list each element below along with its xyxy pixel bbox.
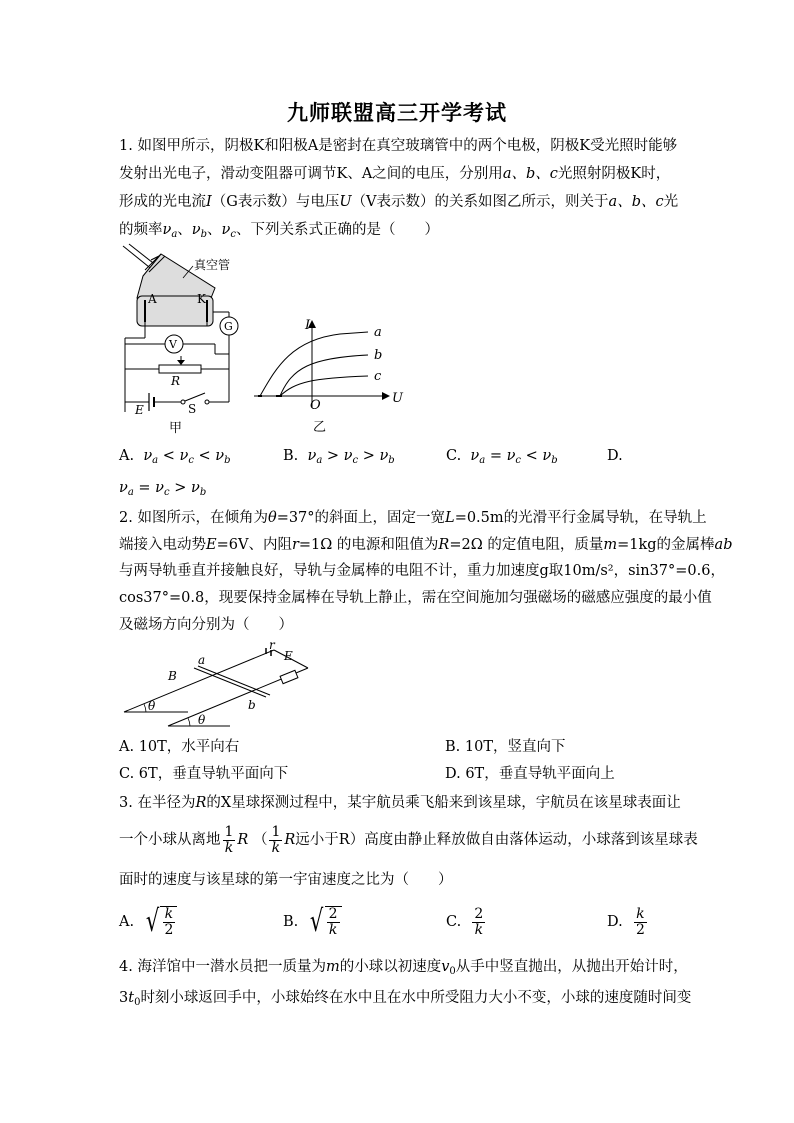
q2-line-5: 及磁场方向分别为（ ）	[119, 617, 293, 633]
curve-b-label: b	[374, 348, 383, 363]
q1-option-c: C. $\nu_a = \nu_c < \nu_b$	[446, 448, 558, 466]
caption-yi: 乙	[313, 420, 327, 435]
q1-figure-jia	[115, 242, 265, 434]
q1-figure-yi	[250, 310, 405, 435]
q3-line-2: 一个小球从离地 $\frac{1}{k}$ R （ $\frac{1}{k}$ R远小于R）高度由静止释放做自由落体运动，小球落到该星球表	[119, 823, 698, 856]
q3-option-b: B. √ $\frac{2}{k}$	[283, 902, 342, 942]
q1-option-a: A. $\nu_a < \nu_c < \nu_b$	[119, 448, 231, 466]
label-K: K	[197, 292, 206, 306]
q2-figure	[118, 640, 308, 730]
q2-option-c: C. 6T，垂直导轨平面向下	[119, 766, 289, 782]
label-tube: 真空管	[194, 258, 231, 272]
q3-line-1: 3. 在半径为R的X星球探测过程中，某宇航员乘飞船来到该星球，宇航员在该星球表面让	[119, 795, 681, 811]
label-r: r	[269, 638, 275, 652]
label-E: E	[135, 403, 144, 417]
curve-c-label: c	[374, 369, 382, 384]
q2-option-a: A. 10T，水平向右	[119, 739, 240, 755]
q1-option-d: $\nu_a = \nu_c > \nu_b$	[119, 480, 207, 498]
q1-option-d-label: D.	[607, 448, 623, 464]
q1-line-2: 发射出光电子，滑动变阻器可调节K、A之间的电压，分别用a、b、c光照射阴极K时，	[119, 166, 671, 182]
label-B: B	[168, 669, 177, 683]
label-G: G	[224, 320, 233, 333]
theta-1: θ	[148, 699, 156, 713]
origin-O: O	[310, 398, 321, 413]
q2-option-b: B. 10T，竖直向下	[445, 739, 566, 755]
label-S: S	[188, 402, 197, 416]
label-b: b	[248, 698, 256, 712]
q1-line-3: 形成的光电流I（G表示数）与电压U（V表示数）的关系如图乙所示，则关于a、b、c光	[119, 194, 679, 210]
caption-jia: 甲	[169, 421, 183, 436]
q1-option-b: B. $\nu_a > \nu_c > \nu_b$	[283, 448, 395, 466]
q2-option-d: D. 6T，垂直导轨平面向上	[445, 766, 615, 782]
q2-line-3: 与两导轨垂直并接触良好，导轨与金属棒的电阻不计，重力加速度g取10m/s²，sin37°=0.6，	[119, 563, 725, 579]
label-E: E	[284, 649, 293, 663]
q4-line-1: 4. 海洋馆中一潜水员把一质量为m的小球以初速度$v_0$从手中竖直抛出，从抛出开始计时，	[119, 959, 688, 977]
q2-line-4: cos37°=0.8，现要保持金属棒在导轨上静止，需在空间施加匀强磁场的磁感应强度的最小值	[119, 590, 712, 606]
curve-a-label: a	[374, 325, 382, 340]
label-A: A	[148, 292, 157, 306]
axis-I: I	[305, 318, 311, 333]
label-V: V	[169, 338, 177, 351]
q1-line-4: 的频率$\nu_a$、$\nu_b$、$\nu_c$、下列关系式正确的是（ ）	[119, 222, 439, 240]
q3-line-3: 面时的速度与该星球的第一宇宙速度之比为（ ）	[119, 872, 453, 888]
q3-option-c: C. $\frac{2}{k}$	[446, 905, 484, 938]
q3-option-a: A. √ $\frac{k}{2}$	[119, 902, 177, 942]
q2-line-2: 端接入电动势E=6V、内阻r=1Ω 的电源和阻值为R=2Ω 的定值电阻，质量m=1kg的金属棒ab	[119, 537, 733, 553]
q3-option-d: D. $\frac{k}{2}$	[607, 905, 645, 938]
page-title: 九师联盟高三开学考试	[287, 100, 507, 125]
q1-line-1: 1. 如图甲所示，阴极K和阳极A是密封在真空玻璃管中的两个电极，阴极K受光照时能够	[119, 138, 678, 154]
label-a: a	[198, 653, 206, 667]
q4-line-2: $3t_0$时刻小球返回手中，小球始终在水中且在水中所受阻力大小不变，小球的速度随时间变	[119, 990, 692, 1008]
q2-line-1: 2. 如图所示，在倾角为θ=37°的斜面上，固定一宽L=0.5m的光滑平行金属导轨，在导轨上	[119, 510, 707, 526]
theta-2: θ	[198, 713, 206, 727]
axis-U: U	[392, 391, 403, 406]
label-R: R	[171, 374, 181, 388]
